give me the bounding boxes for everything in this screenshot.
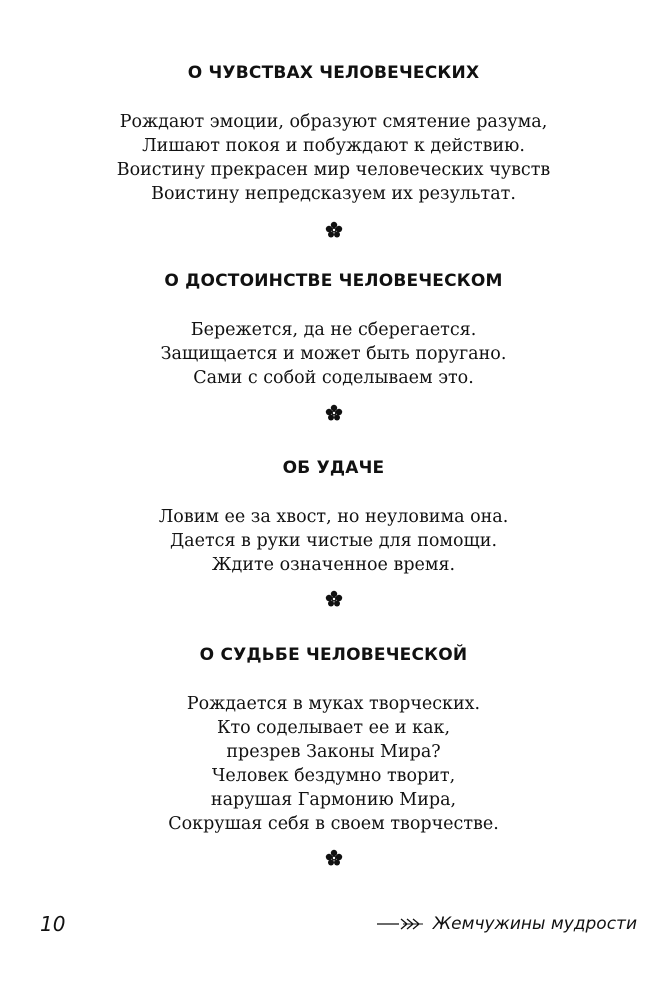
page-number: 10 — [40, 912, 66, 936]
verse-line: Защищается и может быть поругано. — [160, 344, 507, 364]
ornament-divider — [0, 403, 667, 423]
section-heading: О ЧУВСТВАХ ЧЕЛОВЕЧЕСКИХ — [187, 63, 480, 83]
ornament-divider — [0, 848, 667, 868]
book-title: Жемчужины мудрости — [432, 914, 637, 934]
verse-line: Кто соделывает ее и как, — [216, 718, 451, 738]
section-heading: О СУДЬБЕ ЧЕЛОВЕЧЕСКОЙ — [199, 645, 468, 665]
flower-ornament-icon — [324, 589, 344, 609]
ornament-divider — [0, 220, 667, 240]
verse-line: презрев Законы Мира? — [226, 742, 441, 762]
flourish-icon — [377, 917, 425, 931]
verse-line: Воистину непредсказуем их результат. — [151, 184, 516, 204]
verse-line: нарушая Гармонию Мира, — [210, 790, 457, 810]
flower-ornament-icon — [324, 403, 344, 423]
section-heading: ОБ УДАЧЕ — [282, 458, 385, 478]
verse-line: Воистину прекрасен мир человеческих чувств — [116, 160, 551, 180]
section-heading: О ДОСТОИНСТВЕ ЧЕЛОВЕЧЕСКОМ — [164, 271, 503, 291]
verse-line: Сами с собой соделываем это. — [193, 368, 474, 388]
section-fate — [0, 644, 667, 836]
verse-line: Лишают покоя и побуждают к действию. — [142, 136, 525, 156]
verse-line: Сокрушая себя в своем творчестве. — [168, 814, 499, 834]
running-footer — [377, 914, 637, 934]
verse-line: Рождают эмоции, образуют смятение разума, — [119, 112, 548, 132]
verse-line: Дается в руки чистые для помощи. — [169, 531, 498, 551]
flower-ornament-icon — [324, 220, 344, 240]
flower-ornament-icon — [324, 848, 344, 868]
verse-line: Рождается в муках творческих. — [186, 694, 481, 714]
verse — [0, 505, 667, 577]
section-dignity — [0, 270, 667, 390]
verse-line: Бережется, да не сберегается. — [190, 320, 477, 340]
ornament-divider — [0, 589, 667, 609]
section-feelings — [0, 62, 667, 206]
verse — [0, 318, 667, 390]
verse-line: Ловим ее за хвост, но неуловима она. — [158, 507, 509, 527]
verse-line: Ждите означенное время. — [211, 555, 456, 575]
verse — [0, 692, 667, 836]
verse — [0, 110, 667, 206]
verse-line: Человек бездумно творит, — [211, 766, 456, 786]
section-luck — [0, 457, 667, 577]
